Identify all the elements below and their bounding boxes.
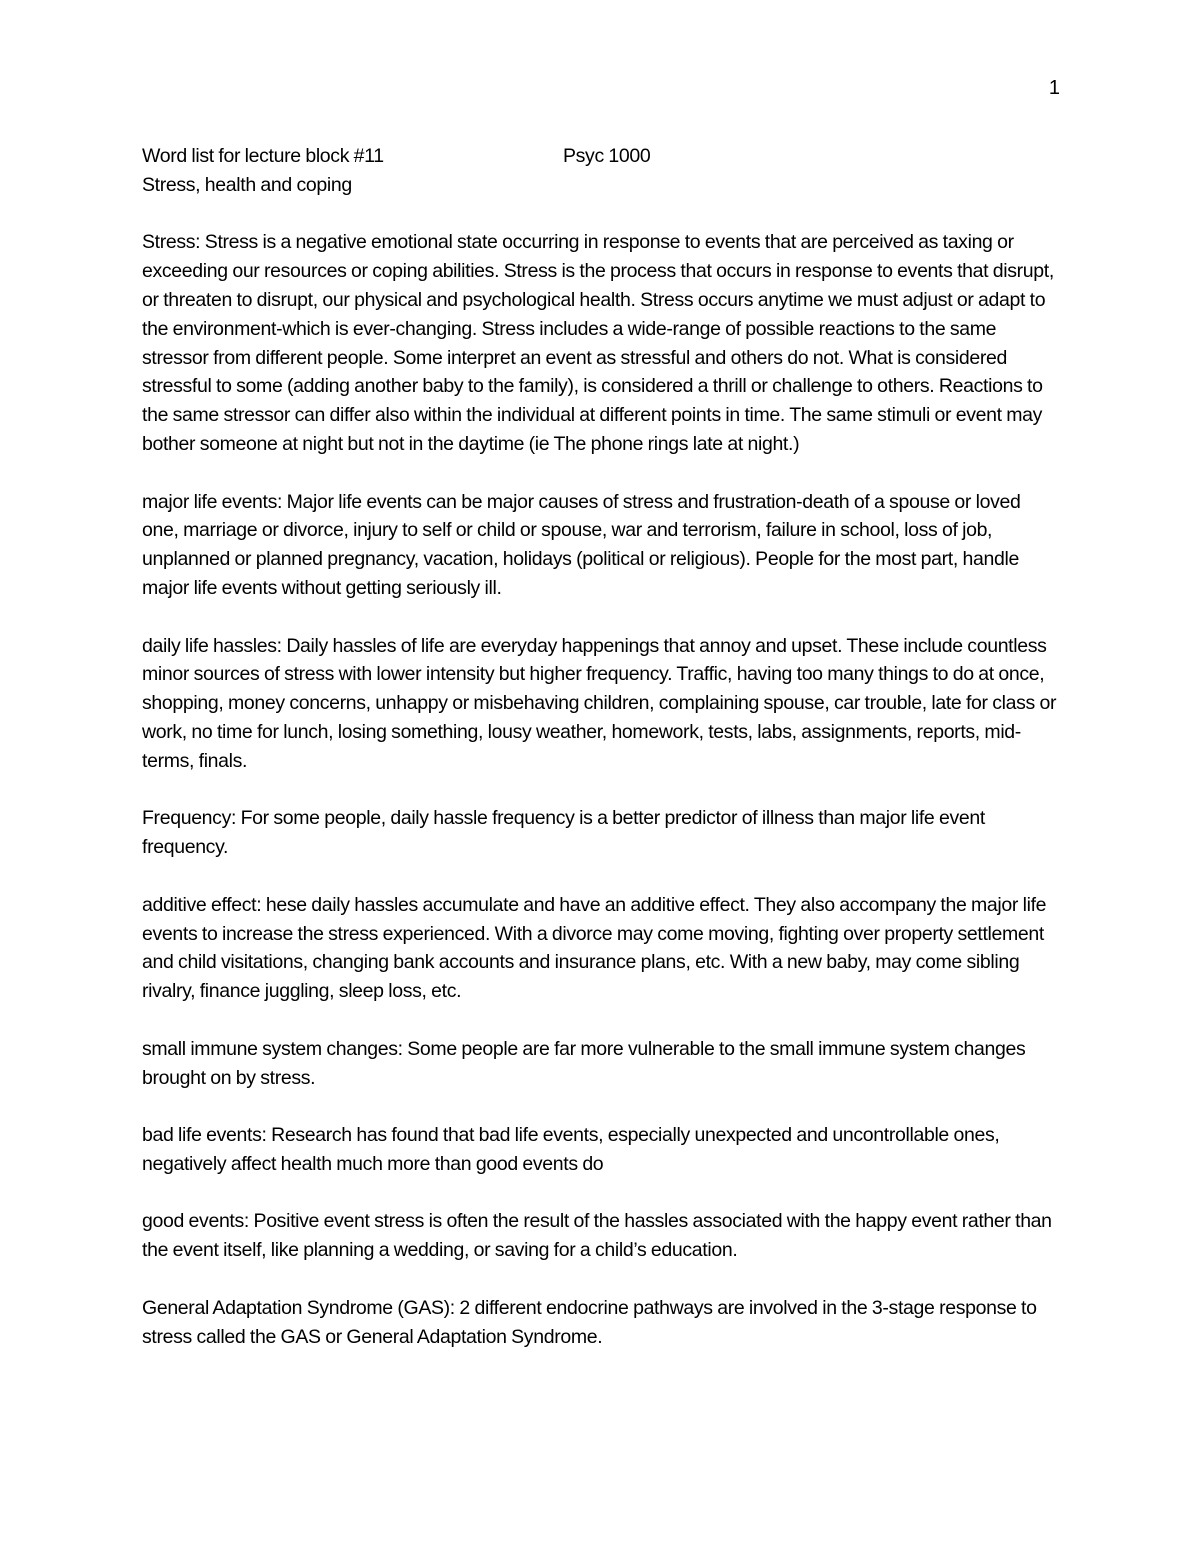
entry-general-adaptation-syndrome: General Adaptation Syndrome (GAS): 2 different endocrine pathways are involved in the 3-stage response to stress called the GAS or General Adaptation Syndrome. <box>142 1296 1037 1348</box>
entry-daily-life-hassles: daily life hassles: Daily hassles of life are everyday happenings that annoy and upset. These include countless minor sources of stress with lower intensity but higher frequency. Traffic, having too many things to do at once, shopping, money concerns, unhappy or misbehaving children, complaining spouse, car trouble, late for class or work, no time for lunch, losing something, lousy weather, homework, tests, labs, assignments, reports, mid-terms, finals. <box>142 634 1057 772</box>
document-subtitle: Stress, health and coping <box>142 173 352 196</box>
entry-small-immune-system-changes: small immune system changes: Some people are far more vulnerable to the small immune system changes brought on by stress. <box>142 1037 1026 1089</box>
document-body <box>142 142 1062 1380</box>
header-line <box>142 142 1062 171</box>
entry-major-life-events: major life events: Major life events can be major causes of stress and frustration-death of a spouse or loved one, marriage or divorce, injury to self or child or spouse, war and terrorism, failure in school, loss of job, unplanned or planned pregnancy, vacation, holidays (political or religious). People for the most part, handle major life events without getting seriously ill. <box>142 490 1021 599</box>
page-number: 1 <box>1048 77 1060 99</box>
course-code: Psyc 1000 <box>563 145 651 167</box>
entry-additive-effect: additive effect: hese daily hassles accumulate and have an additive effect. They also accompany the major life events to increase the stress experienced. With a divorce may come moving, fighting over property settlement and child visitations, changing bank accounts and insurance plans, etc. With a new baby, may come sibling rivalry, finance juggling, sleep loss, etc. <box>142 893 1047 1003</box>
entry-bad-life-events: bad life events: Research has found that bad life events, especially unexpected and uncontrollable ones, negatively affect health much more than good events do <box>142 1124 1000 1175</box>
entry-frequency: Frequency: For some people, daily hassle frequency is a better predictor of illness than major life event frequency. <box>142 807 985 859</box>
entry-stress: Stress: Stress is a negative emotional state occurring in response to events that are perceived as taxing or exceeding our resources or coping abilities. Stress is the process that occurs in response to events that disrupt, or threaten to disrupt, our physical and psychological health. Stress occurs anytime we must adjust or adapt to the environment-which is ever-changing. Stress includes a wide-range of possible reactions to the same stressor from different people. Some interpret an event as stressful and others do not. What is considered stressful to some (adding another baby to the family), is considered a thrill or challenge to others. Reactions to the same stressor can differ also within the individual at different points in time. The same stimuli or event may bother someone at night but not in the daytime (ie The phone rings late at night.) <box>142 231 1054 455</box>
entry-good-events: good events: Positive event stress is often the result of the hassles associated with the happy event rather than the event itself, like planning a wedding, or saving for a child’s education. <box>142 1210 1052 1262</box>
blank-line <box>142 200 1062 229</box>
document-title: Word list for lecture block #11 <box>142 145 384 167</box>
